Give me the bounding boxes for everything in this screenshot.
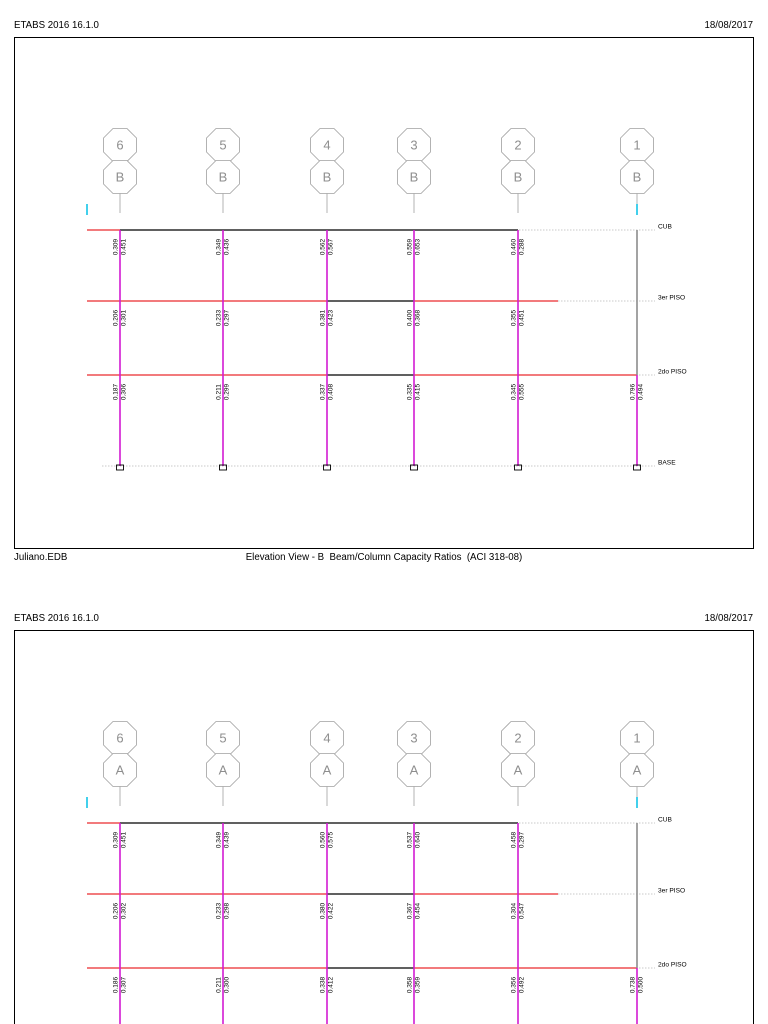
grid-number-label: 3 [410,137,418,153]
column-capacity-ratio: 0.297 [518,831,526,849]
program-version: ETABS 2016 16.1.0 [14,20,99,31]
column-capacity-ratio: 0.500 [637,976,645,994]
column-capacity-ratio: 0.653 [414,238,422,256]
column-capacity-ratio: 0.297 [223,309,231,327]
grid-bubble [104,129,137,214]
column-capacity-ratio: 0.186 [112,976,120,994]
column-capacity-ratio: 0.367 [406,902,414,920]
column-capacity-ratio: 0.451 [518,309,526,327]
grid-bubble [311,722,344,807]
column-capacity-ratio: 0.302 [120,902,128,920]
grid-letter-label: B [409,169,419,185]
column-capacity-ratio: 0.492 [518,976,526,994]
story-label: 3er PISO [658,294,686,302]
grid-bubble [398,129,431,214]
column-capacity-ratio: 0.451 [120,831,128,849]
grid-bubble [398,722,431,807]
column-capacity-ratio: 0.559 [406,238,414,256]
column-capacity-ratio: 0.345 [510,383,518,401]
column-capacity-ratio: 0.206 [112,902,120,920]
grid-letter-label: A [322,762,332,778]
column-capacity-ratio: 0.423 [327,309,335,327]
grid-number-label: 6 [116,137,124,153]
grid-bubble [311,129,344,214]
grid-letter-label: B [513,169,523,185]
column-capacity-ratio: 0.309 [112,238,120,256]
grid-number-label: 2 [514,137,522,153]
story-label: BASE [658,459,676,467]
column-capacity-ratio: 0.738 [629,976,637,994]
elevation-view [87,722,687,1024]
grid-number-label: 5 [219,730,227,746]
grid-letter-label: B [115,169,125,185]
column-capacity-ratio: 0.408 [327,383,335,401]
column-capacity-ratio: 0.436 [223,238,231,256]
column-capacity-ratio: 0.415 [414,383,422,401]
report-date: 18/08/2017 [704,613,753,624]
grid-letter-label: A [513,762,523,778]
model-file-name: Juliano.EDB [14,552,68,563]
column-capacity-ratio: 0.575 [327,831,335,849]
grid-number-label: 1 [633,137,641,153]
column-capacity-ratio: 0.299 [223,383,231,401]
column-capacity-ratio: 0.458 [510,831,518,849]
column-capacity-ratio: 0.337 [319,383,327,401]
column-capacity-ratio: 0.309 [112,831,120,849]
column-capacity-ratio: 0.211 [215,977,223,993]
grid-number-label: 5 [219,137,227,153]
column-capacity-ratio: 0.368 [414,309,422,327]
grid-letter-label: B [632,169,642,185]
column-capacity-ratio: 0.356 [510,976,518,994]
grid-bubble [207,129,240,214]
program-version: ETABS 2016 16.1.0 [14,613,99,624]
column-capacity-ratio: 0.460 [510,238,518,256]
column-capacity-ratio: 0.358 [406,976,414,994]
story-label: 2do PISO [658,368,687,376]
grid-letter-label: A [218,762,228,778]
column-capacity-ratio: 0.400 [406,309,414,327]
column-capacity-ratio: 0.412 [327,976,335,994]
grid-bubble [502,129,535,214]
column-capacity-ratio: 0.300 [223,976,231,994]
column-capacity-ratio: 0.298 [223,902,231,920]
column-capacity-ratio: 0.381 [319,309,327,327]
column-capacity-ratio: 0.796 [629,383,637,401]
column-capacity-ratio: 0.451 [120,238,128,256]
column-capacity-ratio: 0.187 [112,383,120,401]
column-capacity-ratio: 0.233 [215,902,223,920]
grid-letter-label: B [218,169,228,185]
elevation-view [87,129,687,471]
grid-bubble [104,722,137,807]
column-capacity-ratio: 0.349 [215,238,223,256]
column-capacity-ratio: 0.306 [120,383,128,401]
column-capacity-ratio: 0.211 [215,384,223,400]
story-label: 3er PISO [658,887,686,895]
column-capacity-ratio: 0.338 [319,976,327,994]
grid-letter-label: A [115,762,125,778]
column-capacity-ratio: 0.380 [319,902,327,920]
column-capacity-ratio: 0.547 [518,902,526,920]
grid-bubble [621,722,654,807]
column-capacity-ratio: 0.307 [120,976,128,994]
grid-number-label: 4 [323,730,331,746]
column-capacity-ratio: 0.494 [637,383,645,401]
grid-number-label: 3 [410,730,418,746]
column-capacity-ratio: 0.355 [510,309,518,327]
column-capacity-ratio: 0.640 [414,831,422,849]
column-capacity-ratio: 0.439 [223,831,231,849]
column-capacity-ratio: 0.555 [518,383,526,401]
grid-bubble [621,129,654,214]
grid-number-label: 4 [323,137,331,153]
column-capacity-ratio: 0.335 [406,383,414,401]
column-capacity-ratio: 0.562 [319,238,327,256]
story-label: CUB [658,816,672,824]
column-capacity-ratio: 0.304 [510,902,518,920]
column-capacity-ratio: 0.560 [319,831,327,849]
story-label: CUB [658,223,672,231]
grid-number-label: 6 [116,730,124,746]
column-capacity-ratio: 0.233 [215,309,223,327]
grid-letter-label: B [322,169,332,185]
grid-letter-label: A [409,762,419,778]
report-date: 18/08/2017 [704,20,753,31]
grid-number-label: 2 [514,730,522,746]
column-capacity-ratio: 0.422 [327,902,335,920]
grid-bubble [207,722,240,807]
grid-number-label: 1 [633,730,641,746]
column-capacity-ratio: 0.301 [120,309,128,327]
column-capacity-ratio: 0.359 [414,976,422,994]
column-capacity-ratio: 0.537 [406,831,414,849]
grid-bubble [502,722,535,807]
column-capacity-ratio: 0.454 [414,902,422,920]
column-capacity-ratio: 0.567 [327,238,335,256]
story-label: 2do PISO [658,961,687,969]
column-capacity-ratio: 0.288 [518,238,526,256]
grid-letter-label: A [632,762,642,778]
column-capacity-ratio: 0.206 [112,309,120,327]
view-title: Elevation View - B Beam/Column Capacity Ratios (ACI 318-08) [245,552,523,563]
column-capacity-ratio: 0.349 [215,831,223,849]
